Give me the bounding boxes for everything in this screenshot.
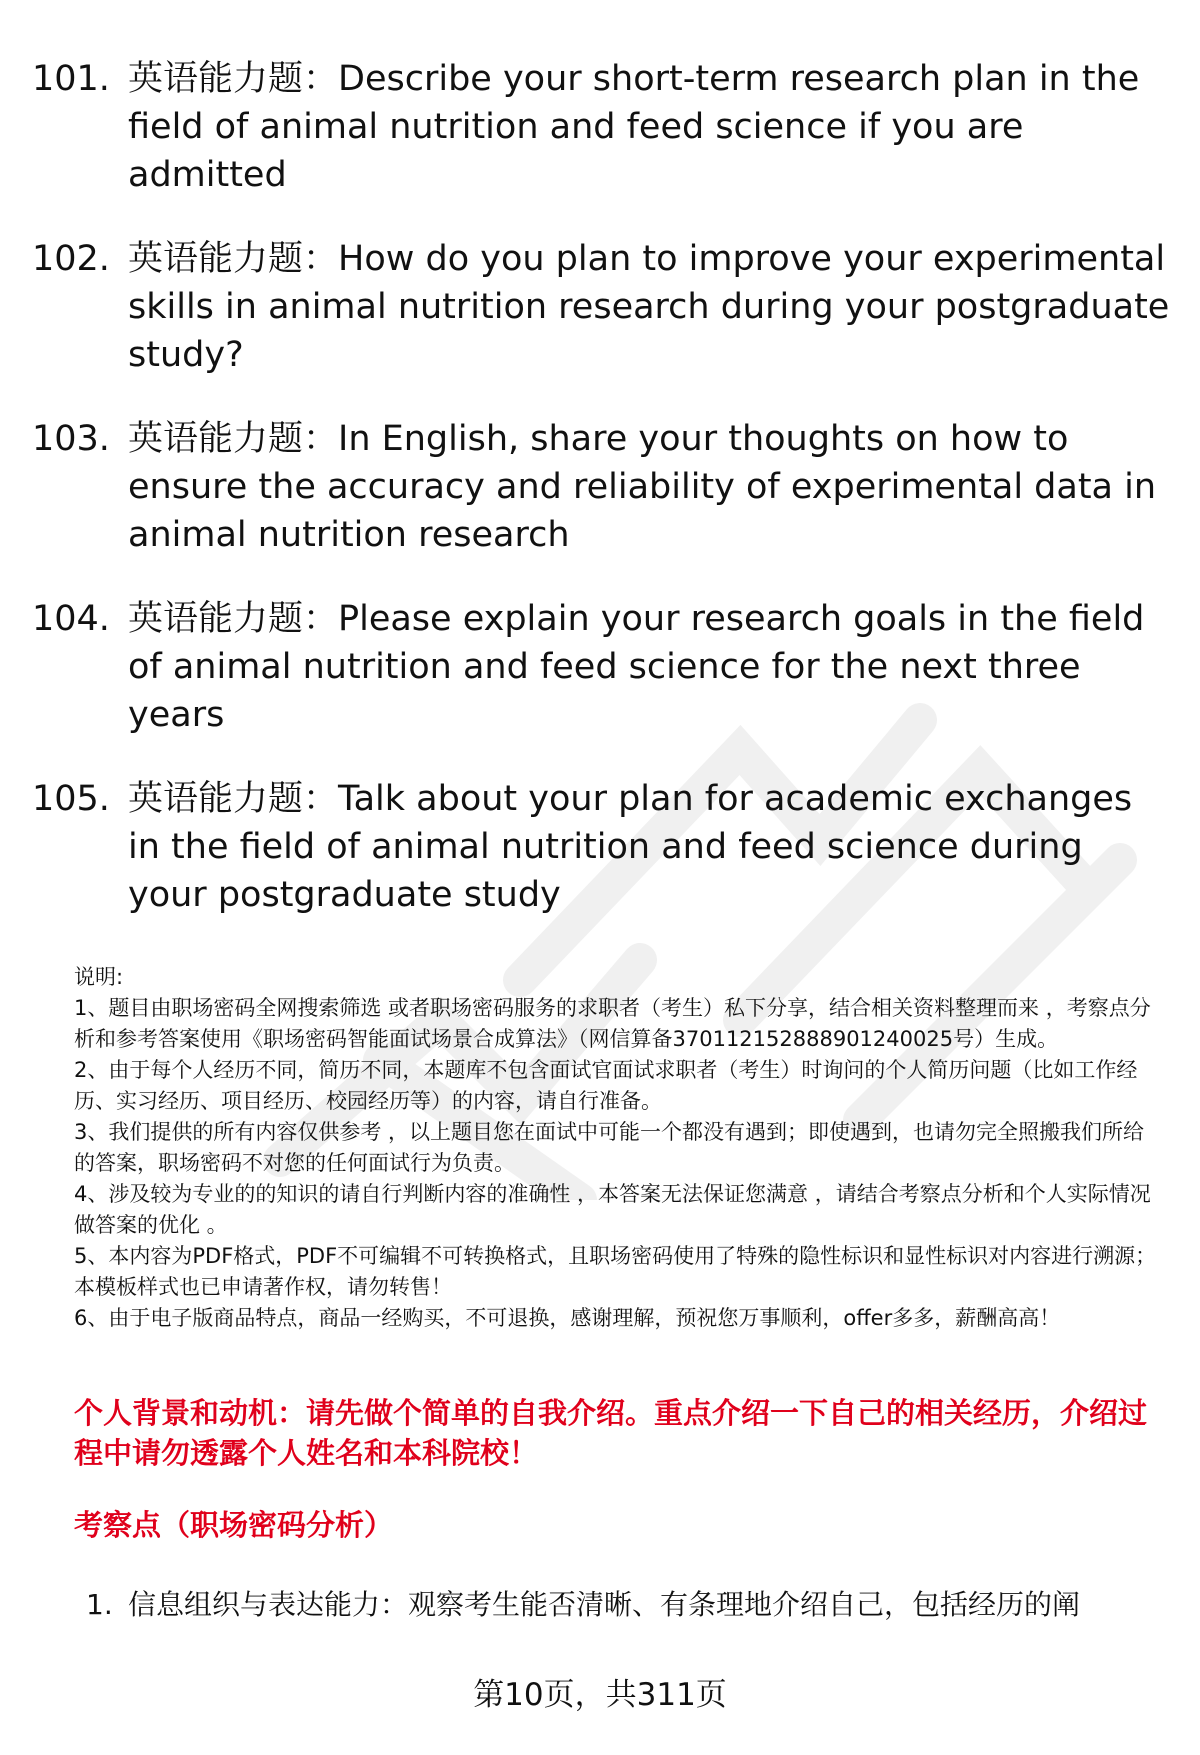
analysis-item-number: 1. xyxy=(86,1588,113,1621)
analysis-item-text: 信息组织与表达能力：观察考生能否清晰、有条理地介绍自己，包括经历的阐 xyxy=(128,1588,1081,1621)
note-item: 3、我们提供的所有内容仅供参考 ，以上题目您在面试中可能一个都没有遇到；即使遇到，也请勿完全照搬我们所给的答案，职场密码不对您的任何面试行为负责。 xyxy=(74,1120,1145,1175)
question-text: 英语能力题：Talk about your plan for academic exchanges in the field of animal nutrition and feed science during your postgraduate study xyxy=(128,779,1133,915)
question-number: 103. xyxy=(32,419,110,459)
question-item xyxy=(32,235,1172,379)
question-item xyxy=(32,55,1172,199)
page-footer: 第10页，共311页 xyxy=(473,1677,727,1713)
note-item: 4、涉及较为专业的的知识的请自行判断内容的准确性 ，本答案无法保证您满意 ，请结合考察点分析和个人实际情况做答案的优化 。 xyxy=(74,1182,1151,1237)
note-item: 1、题目由职场密码全网搜索筛选 或者职场密码服务的求职者（考生）私下分享，结合相关资料整理而来 ，考察点分析和参考答案使用《职场密码智能面试场景合成算法》（网信算备370112152888901240025号）生成。 xyxy=(74,996,1151,1051)
question-text: 英语能力题：How do you plan to improve your experimental skills in animal nutrition research during your postgraduate study? xyxy=(128,239,1170,375)
note-item: 5、本内容为PDF格式，PDF不可编辑不可转换格式，且职场密码使用了特殊的隐性标识和显性标识对内容进行溯源；本模板样式也已申请著作权，请勿转售！ xyxy=(74,1244,1157,1299)
question-number: 102. xyxy=(32,239,110,279)
background-question: 个人背景和动机：请先做个简单的自我介绍。重点介绍一下自己的相关经历，介绍过程中请勿透露个人姓名和本科院校！ xyxy=(74,1396,1148,1470)
question-item xyxy=(32,775,1172,919)
analysis-item xyxy=(86,1585,1176,1625)
note-item: 6、由于电子版商品特点，商品一经购买，不可退换，感谢理解，预祝您万事顺利，offer多多，薪酬高高！ xyxy=(74,1306,1061,1330)
notes-section xyxy=(74,962,1164,1334)
question-text: 英语能力题：Please explain your research goals in the field of animal nutrition and feed science for the next three years xyxy=(128,599,1145,735)
note-item: 2、由于每个人经历不同，简历不同，本题库不包含面试官面试求职者（考生）时询问的个人简历问题（比如工作经历、实习经历、项目经历、校园经历等）的内容，请自行准备。 xyxy=(74,1058,1138,1113)
question-number: 105. xyxy=(32,779,110,819)
question-text: 英语能力题：Describe your short-term research plan in the field of animal nutrition and feed science if you are admitted xyxy=(128,59,1140,195)
question-item xyxy=(32,595,1172,739)
question-number: 104. xyxy=(32,599,110,639)
question-number: 101. xyxy=(32,59,110,99)
analysis-title: 考察点（职场密码分析） xyxy=(74,1508,394,1542)
question-text: 英语能力题：In English, share your thoughts on how to ensure the accuracy and reliability of experimental data in animal nutrition research xyxy=(128,419,1157,555)
question-item xyxy=(32,415,1172,559)
notes-heading: 说明: xyxy=(74,965,124,989)
question-list xyxy=(32,55,1172,955)
